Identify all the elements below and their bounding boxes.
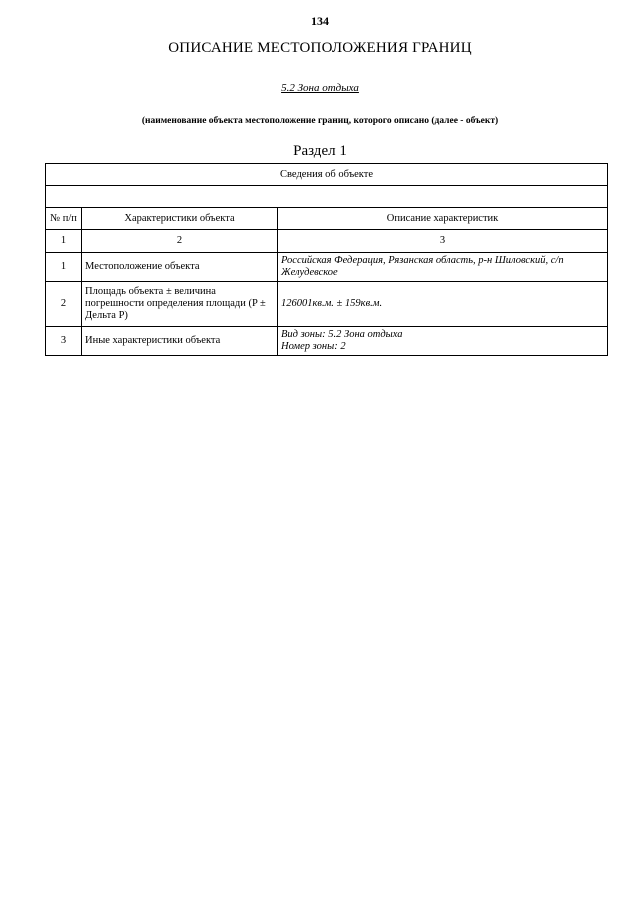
column-number: 3 bbox=[278, 230, 608, 253]
zone-type: Вид зоны: 5.2 Зона отдыха bbox=[281, 329, 403, 340]
table-column-headers bbox=[46, 208, 608, 230]
table-header: Сведения об объекте bbox=[46, 164, 608, 186]
table-column-numbers bbox=[46, 230, 608, 253]
table-row bbox=[46, 253, 608, 282]
row-characteristic: Иные характеристики объекта bbox=[82, 327, 278, 356]
table-empty-row bbox=[46, 186, 608, 208]
page-number: 134 bbox=[311, 14, 329, 28]
object-name-caption: (наименование объекта местоположение границ, которого описано (далее - объект) bbox=[141, 116, 499, 126]
row-characteristic: Местоположение объекта bbox=[82, 253, 278, 282]
section-title: Раздел 1 bbox=[293, 143, 347, 159]
table-row bbox=[46, 282, 608, 327]
column-header-number: № п/п bbox=[46, 208, 82, 230]
column-number: 2 bbox=[82, 230, 278, 253]
page-title: ОПИСАНИЕ МЕСТОПОЛОЖЕНИЯ ГРАНИЦ bbox=[168, 40, 472, 56]
row-description: Российская Федерация, Рязанская область, р-н Шиловский, с/п Желудевское bbox=[278, 253, 608, 282]
table-row bbox=[46, 327, 608, 356]
row-number: 3 bbox=[46, 327, 82, 356]
column-number: 1 bbox=[46, 230, 82, 253]
row-description bbox=[278, 327, 608, 356]
row-characteristic: Площадь объекта ± величина погрешности определения площади (P ± Дельта P) bbox=[82, 282, 278, 327]
object-name: 5.2 Зона отдыха bbox=[281, 82, 359, 94]
zone-number: Номер зоны: 2 bbox=[281, 341, 346, 352]
column-header-description: Описание характеристик bbox=[278, 208, 608, 230]
row-description: 126001кв.м. ± 159кв.м. bbox=[278, 282, 608, 327]
object-info-table bbox=[45, 163, 608, 356]
row-number: 2 bbox=[46, 282, 82, 327]
row-number: 1 bbox=[46, 253, 82, 282]
column-header-characteristic: Характеристики объекта bbox=[82, 208, 278, 230]
